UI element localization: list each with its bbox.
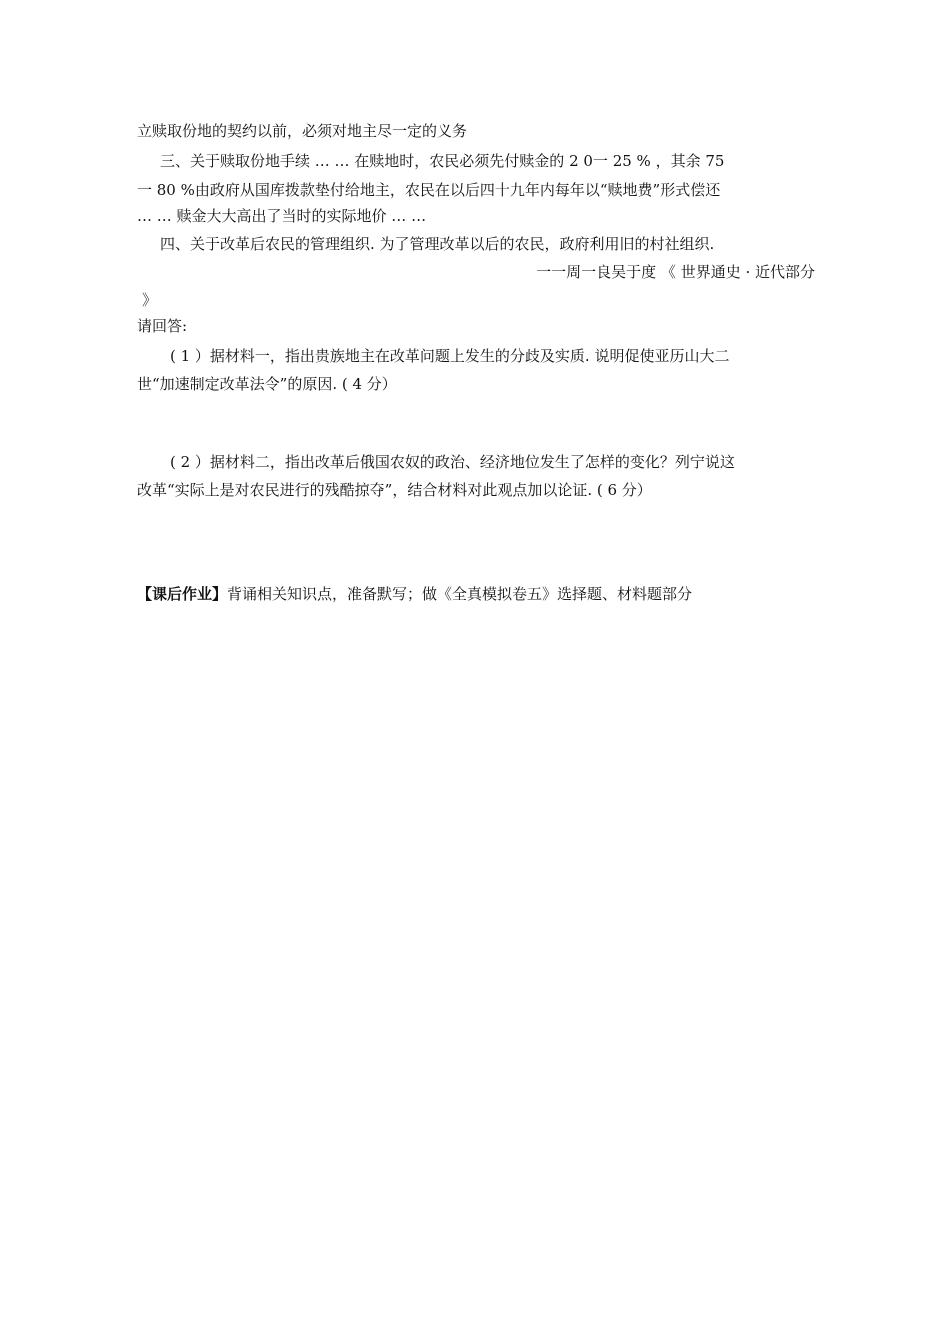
material-line: … … 赎金大大高出了当时的实际地价 … …	[137, 207, 427, 225]
source-citation-end: 》	[142, 291, 158, 309]
homework-text: 背诵相关知识点，准备默写；做《全真模拟卷五》选择题、材料题部分	[227, 585, 693, 603]
question-heading: 请回答:	[137, 317, 188, 335]
material-line: 三、关于赎取份地手续 … … 在赎地时，农民必须先付赎金的 2 0一 25 % ，其余 75	[160, 152, 725, 170]
material-line: 立赎取份地的契约以前，必须对地主尽一定的义务	[137, 122, 468, 140]
question-2-line: 改革“实际上是对农民进行的残酷掠夺”，结合材料对此观点加以论证. ( 6 分）	[137, 481, 652, 499]
question-1-line: 世“加速制定改革法令”的原因. ( 4 分）	[137, 375, 397, 393]
material-line: 四、关于改革后农民的管理组织. 为了管理改革以后的农民，政府利用旧的村社组织.	[160, 235, 715, 253]
homework-tag: 【课后作业】	[137, 585, 228, 603]
question-1-line: ( 1 ）据材料一，指出贵族地主在改革问题上发生的分歧及实质. 说明促使亚历山大二	[170, 347, 730, 365]
question-2-line: ( 2 ）据材料二，指出改革后俄国农奴的政治、经济地位发生了怎样的变化？列宁说这	[170, 453, 735, 471]
source-citation: 一一周一良吴于度 《 世界通史 · 近代部分	[536, 263, 815, 281]
homework-line	[137, 584, 817, 604]
material-line: 一 80 %由政府从国库拨款垫付给地主，农民在以后四十九年内每年以“赎地费”形式偿还	[137, 181, 721, 199]
